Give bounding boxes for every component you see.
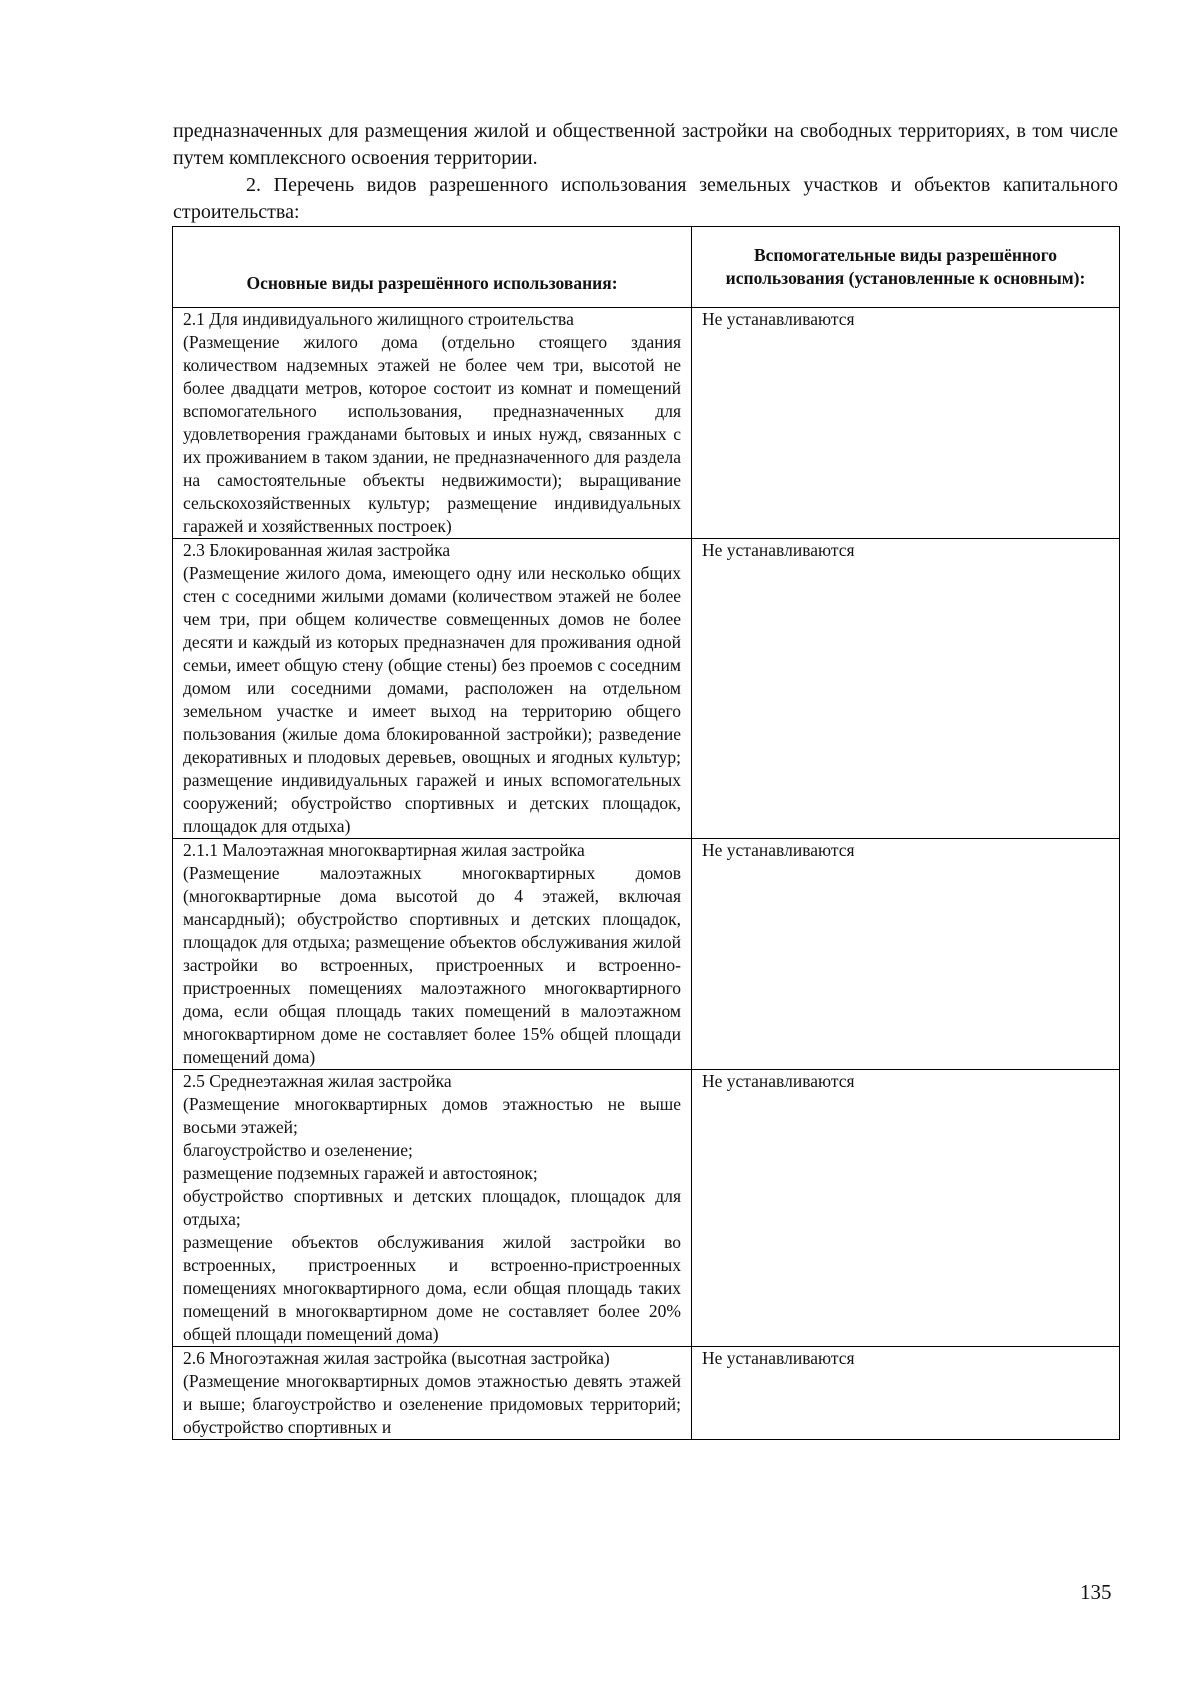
intro-paragraph-continuation: предназначенных для размещения жилой и общественной застройки на свободных территориях, в том числе путем комплексного освоения территории. <box>173 120 1118 169</box>
main-use-cell <box>173 1070 692 1347</box>
use-description: (Размещение жилого дома (отдельно стоящего здания количеством надземных этажей не более чем три, высотой не более двадцати метров, которое состоит из комнат и помещений вспомогательного использования, предназначенных для удовлетворения гражданами бытовых и иных нужд, связанных с их проживанием в таком здании, не предназначенного для раздела на самостоятельные объекты недвижимости); выращивание сельскохозяйственных культур; размещение индивидуальных гаражей и хозяйственных построек) <box>183 332 681 536</box>
intro-paragraph-list-heading: 2. Перечень видов разрешенного использования земельных участков и объектов капитального строительства: <box>173 174 1118 223</box>
aux-use-cell: Не устанавливаются <box>692 1347 1120 1440</box>
aux-use-cell: Не устанавливаются <box>692 1070 1120 1347</box>
use-description: (Размещение жилого дома, имеющего одну или несколько общих стен с соседними жилыми домами (количеством этажей не более чем три, при общем количестве совмещенных домов не более десяти и каждый из которых предназначен для проживания одной семьи, имеет общую стену (общие стены) без проемов с соседним домом или соседними домами, расположен на отдельном земельном участке и имеет выход на территорию общего пользования (жилые дома блокированной застройки); разведение декоративных и плодовых деревьев, овощных и ягодных культур; размещение индивидуальных гаражей и иных вспомогательных сооружений; обустройство спортивных и детских площадок, площадок для отдыха) <box>183 563 681 836</box>
page-number: 135 <box>1080 1580 1112 1604</box>
aux-use-cell: Не устанавливаются <box>692 839 1120 1070</box>
header-main-uses: Основные виды разрешённого использования: <box>173 227 692 308</box>
table-header-row <box>173 227 1120 308</box>
use-title: 2.6 Многоэтажная жилая застройка (высотная застройка) <box>183 1348 610 1368</box>
table-row <box>173 308 1120 539</box>
header-aux-uses: Вспомогательные виды разрешённого использования (установленные к основным): <box>692 227 1120 308</box>
land-use-table <box>172 226 1120 1440</box>
use-title: 2.1.1 Малоэтажная многоквартирная жилая застройка <box>183 840 585 860</box>
use-title: 2.3 Блокированная жилая застройка <box>183 540 451 560</box>
main-use-cell <box>173 539 692 839</box>
aux-use-cell: Не устанавливаются <box>692 539 1120 839</box>
intro-text <box>173 118 1118 226</box>
use-description: (Размещение малоэтажных многоквартирных домов (многоквартирные дома высотой до 4 этажей, включая мансардный); обустройство спортивных и детских площадок, площадок для отдыха; размещение объектов обслуживания жилой застройки во встроенных, пристроенных и встроенно-пристроенных помещениях малоэтажного многоквартирного дома, если общая площадь таких помещений в малоэтажном многоквартирном доме не составляет более 15% общей площади помещений дома) <box>183 863 681 1067</box>
table-row <box>173 1070 1120 1347</box>
table-row <box>173 539 1120 839</box>
main-use-cell <box>173 1347 692 1440</box>
main-use-cell <box>173 308 692 539</box>
table-row <box>173 1347 1120 1440</box>
use-description-line: (Размещение многоквартирных домов этажностью не выше восьми этажей; <box>183 1094 681 1137</box>
use-title: 2.5 Среднеэтажная жилая застройка <box>183 1071 452 1091</box>
use-title: 2.1 Для индивидуального жилищного строительства <box>183 309 574 329</box>
use-description: (Размещение многоквартирных домов этажностью девять этажей и выше; благоустройство и озеленение придомовых территорий; обустройство спортивных и <box>183 1371 681 1437</box>
main-use-cell <box>173 839 692 1070</box>
aux-use-cell: Не устанавливаются <box>692 308 1120 539</box>
use-description-line: обустройство спортивных и детских площадок, площадок для отдыха; <box>183 1186 681 1229</box>
use-description-line: размещение объектов обслуживания жилой застройки во встроенных, пристроенных и встроенно-пристроенных помещениях многоквартирного дома, если общая площадь таких помещений в многоквартирном доме не составляет более 20% общей площади помещений дома) <box>183 1232 681 1344</box>
use-description-line: размещение подземных гаражей и автостоянок; <box>183 1163 538 1183</box>
table-row <box>173 839 1120 1070</box>
use-description-line: благоустройство и озеленение; <box>183 1140 413 1160</box>
